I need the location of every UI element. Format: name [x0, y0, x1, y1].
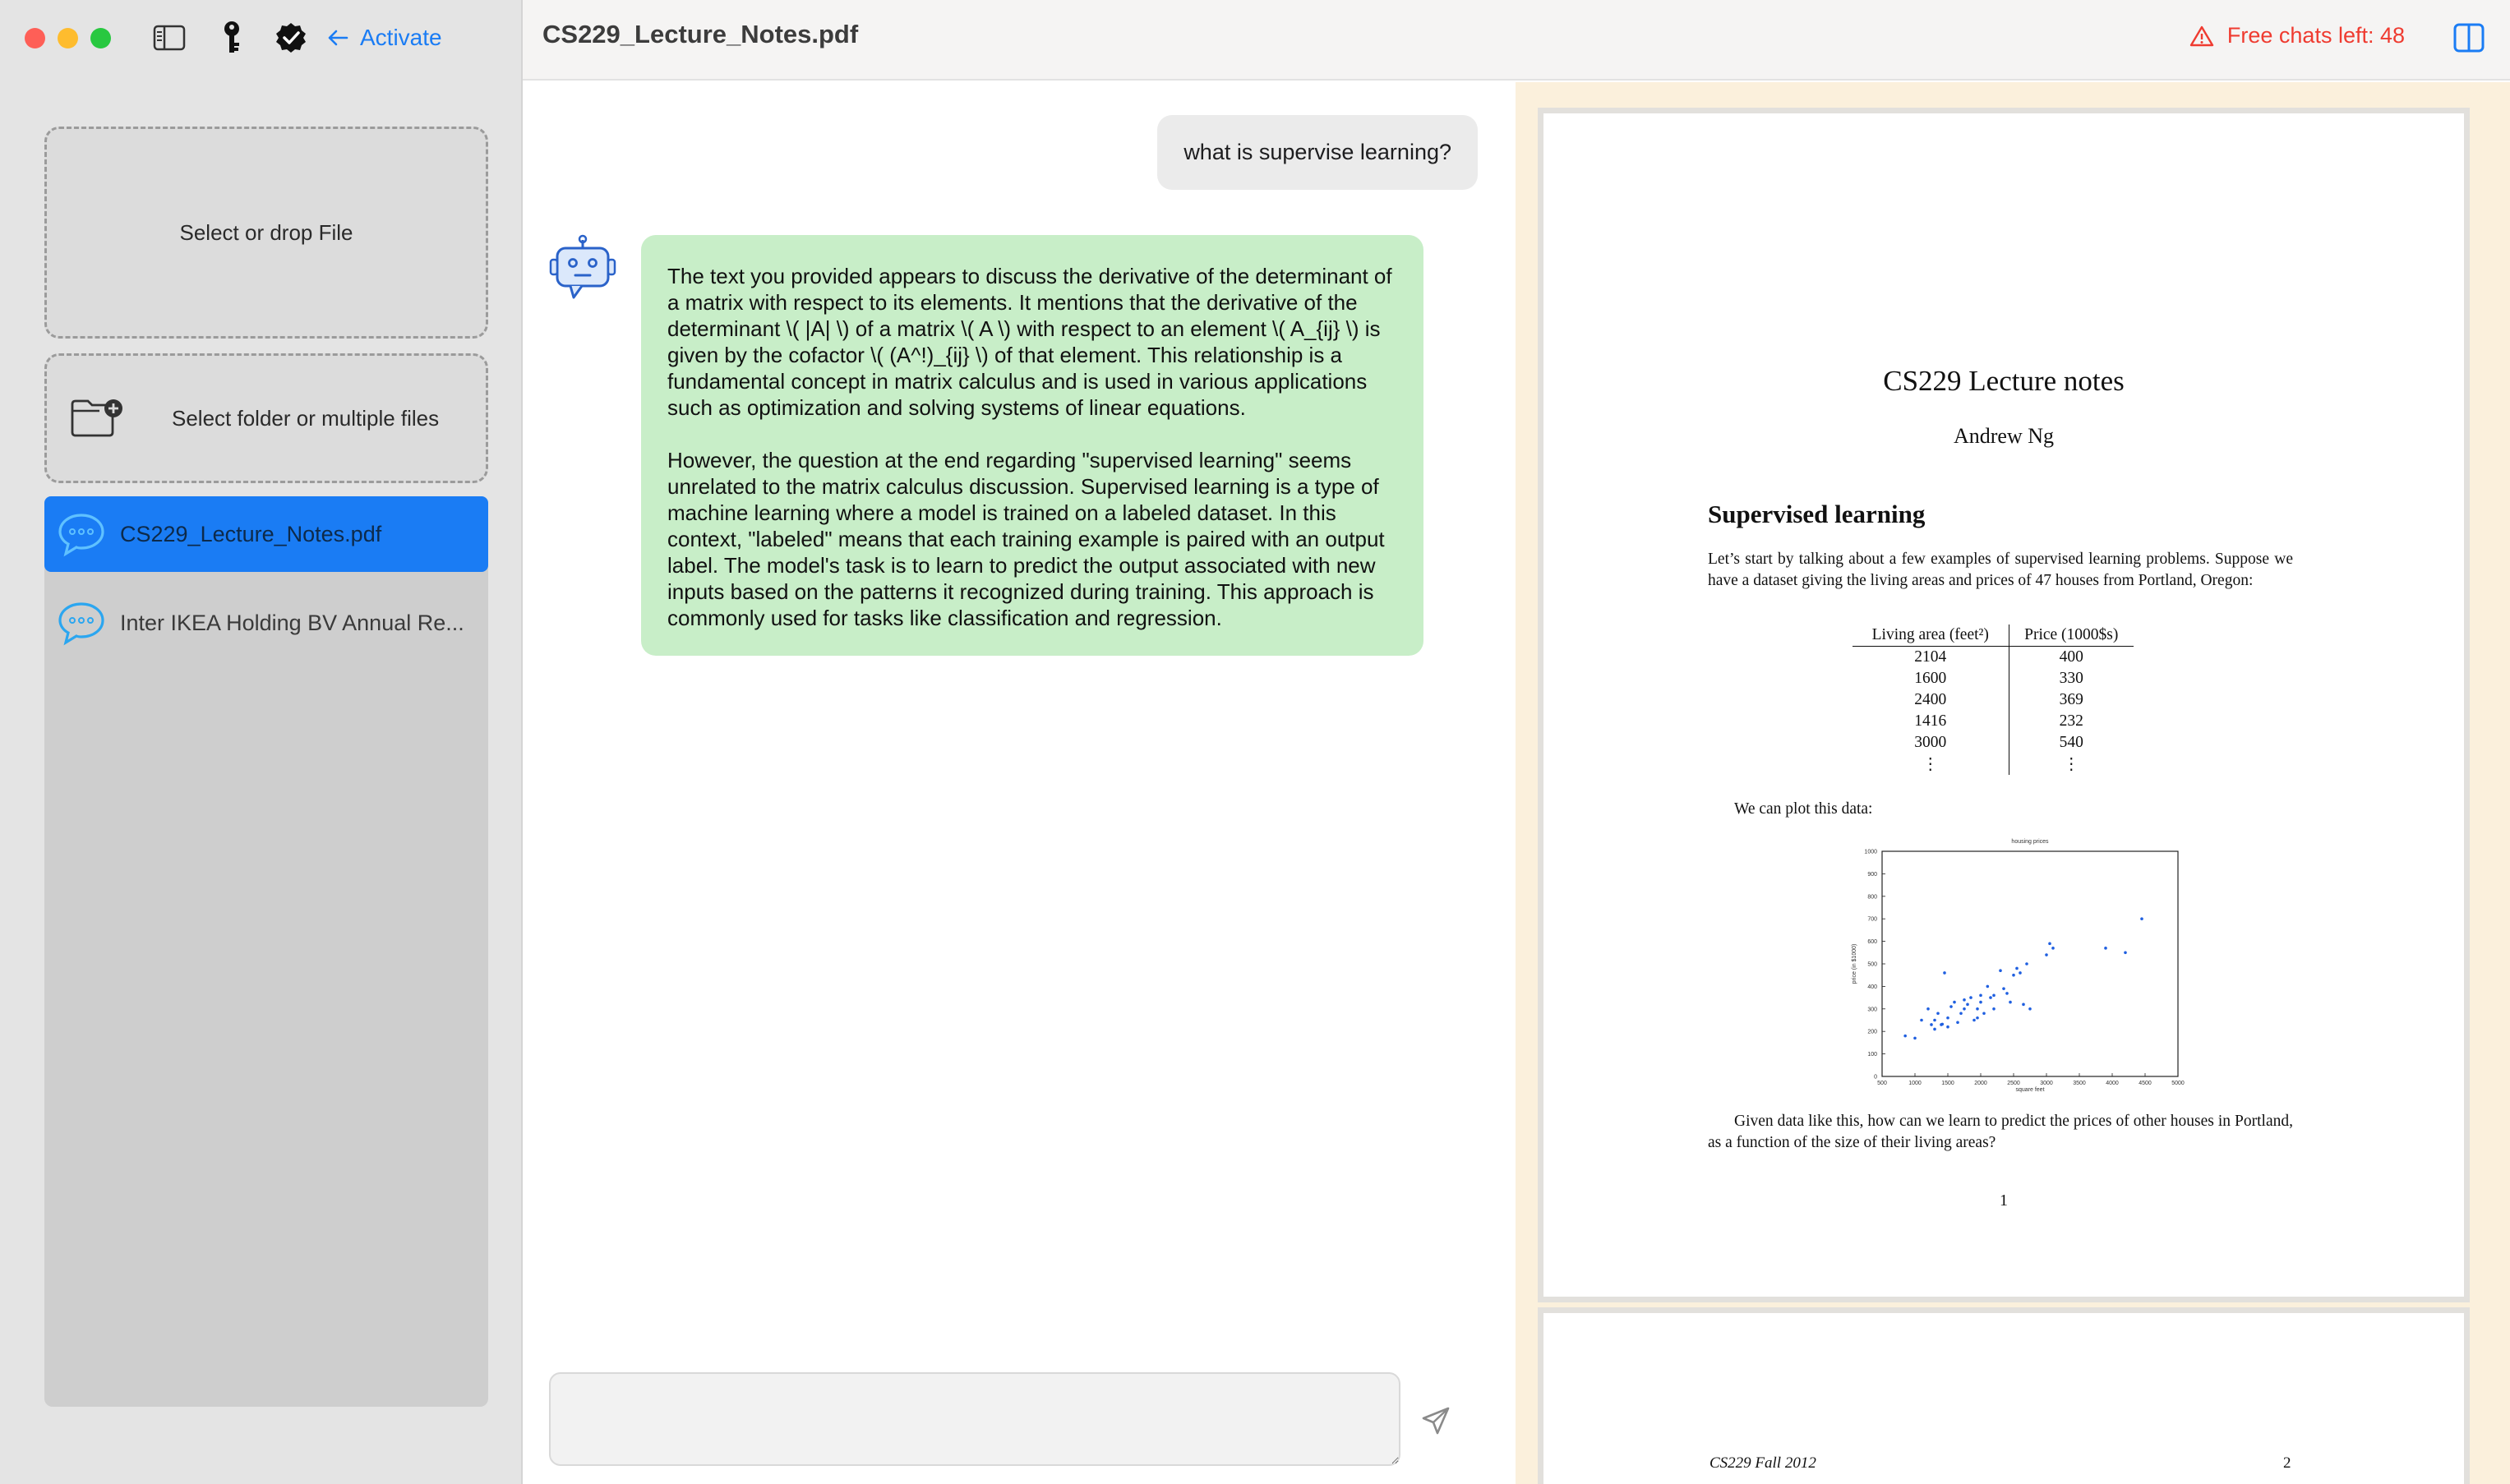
y-tick-label: 700	[1867, 916, 1877, 923]
data-point	[1953, 1001, 1956, 1004]
data-point	[1930, 1023, 1933, 1026]
table-cell: ⋮	[1853, 754, 2009, 775]
table-cell: 2400	[1853, 689, 2009, 711]
data-point	[1920, 1019, 1923, 1022]
select-file-dropzone[interactable]	[44, 127, 488, 339]
table-row	[1853, 689, 2134, 711]
data-point	[1959, 1012, 1963, 1015]
user-message: what is supervise learning?	[1157, 115, 1478, 190]
table-row	[1853, 711, 2134, 732]
y-tick-label: 1000	[1864, 849, 1877, 855]
y-tick-label: 300	[1867, 1007, 1877, 1013]
verified-badge-icon[interactable]	[271, 18, 311, 58]
window-close-button[interactable]	[25, 28, 45, 48]
window-maximize-button[interactable]	[90, 28, 111, 48]
data-point	[1949, 1005, 1953, 1008]
assistant-paragraph: However, the question at the end regarding "supervised learning" seems unrelated to the matrix calculus discussion. Supervised learning is a type of machine learning where a model is trained on a labeled dataset. In this context, "labeled" means that each training example is paired with an output label. The model's task is to learn to predict the output associated with new inputs based on the patterns it recognized during training. This approach is commonly used for tasks like classification and regression.	[667, 448, 1385, 630]
table-header: Price (1000$s)	[2009, 624, 2134, 647]
x-tick-label: 4500	[2139, 1081, 2152, 1086]
pdf-page-number: 2	[2283, 1454, 2291, 1472]
x-axis-label: square feet	[2015, 1087, 2045, 1093]
panel-toggle-icon[interactable]	[2451, 20, 2487, 56]
sidebar-toggle-icon[interactable]	[150, 18, 189, 58]
y-tick-label: 800	[1867, 894, 1877, 901]
pdf-paragraph: Given data like this, how can we learn to predict the prices of other houses in Portland, as a function of the size of their living areas?	[1708, 1113, 2293, 1151]
pdf-page-2	[1543, 1313, 2464, 1484]
warning-icon	[2189, 25, 2214, 48]
table-cell: ⋮	[2063, 755, 2079, 773]
pdf-plot-intro: We can plot this data:	[1734, 800, 1873, 818]
data-point	[2009, 1001, 2012, 1004]
data-point	[2104, 947, 2107, 950]
chat-bubble-icon	[56, 509, 107, 560]
plot-area	[1882, 851, 2178, 1076]
y-tick-label: 400	[1867, 984, 1877, 990]
chart-title: housing prices	[2011, 839, 2049, 845]
file-item-cs229[interactable]	[44, 496, 488, 572]
data-point	[1992, 994, 1996, 998]
x-tick-label: 4000	[2106, 1081, 2119, 1086]
document-title: CS229_Lecture_Notes.pdf	[542, 20, 859, 48]
y-tick-label: 900	[1867, 871, 1877, 878]
data-point	[2015, 967, 2019, 970]
x-tick-label: 5000	[2171, 1081, 2185, 1086]
arrow-left-icon	[327, 29, 348, 47]
pdf-author: Andrew Ng	[1953, 424, 2055, 448]
y-tick-label: 500	[1867, 961, 1877, 968]
table-row	[1853, 754, 2134, 775]
pdf-title: CS229 Lecture notes	[1883, 365, 2125, 397]
data-point	[1913, 1037, 1917, 1040]
y-tick-label: 100	[1867, 1052, 1877, 1058]
data-point	[1946, 1016, 1949, 1020]
data-point	[2051, 947, 2055, 950]
data-point	[1986, 985, 1990, 989]
robot-avatar-icon	[546, 233, 620, 307]
table-row	[1853, 732, 2134, 754]
x-tick-label: 1000	[1908, 1081, 1922, 1086]
data-point	[2048, 942, 2051, 946]
data-point	[1969, 996, 1972, 999]
y-axis-label: price (in $1000)	[1852, 943, 1857, 984]
data-point	[1903, 1035, 1907, 1038]
data-point	[1946, 1025, 1949, 1029]
data-point	[2002, 987, 2005, 990]
x-tick-label: 3000	[2040, 1081, 2053, 1086]
data-point	[2140, 917, 2143, 920]
data-point	[2022, 1003, 2025, 1007]
y-tick-label: 600	[1867, 939, 1877, 946]
window-minimize-button[interactable]	[58, 28, 78, 48]
table-cell: 400	[2059, 648, 2083, 666]
data-point	[1979, 994, 1982, 998]
send-icon[interactable]	[1415, 1400, 1456, 1441]
data-point	[2005, 992, 2009, 995]
y-tick-label: 0	[1874, 1074, 1877, 1081]
data-point	[1933, 1028, 1936, 1031]
x-tick-label: 3500	[2073, 1081, 2086, 1086]
table-header: Living area (feet²)	[1853, 624, 2009, 647]
pdf-running-header: CS229 Fall 2012	[1709, 1454, 1816, 1472]
activate-label: Activate	[360, 25, 442, 50]
select-folder-dropzone[interactable]	[44, 353, 488, 483]
table-cell: 2104	[1853, 647, 2009, 668]
key-icon[interactable]	[212, 18, 251, 58]
x-axis-ticks	[1877, 1073, 2185, 1086]
data-point	[1943, 971, 1946, 975]
x-tick-label: 2500	[2007, 1081, 2020, 1086]
data-point	[2012, 974, 2015, 977]
table-cell: 330	[2059, 669, 2083, 687]
table-cell: 540	[2059, 733, 2083, 751]
data-point	[1963, 1007, 1966, 1011]
file-list	[44, 496, 488, 1407]
x-tick-label: 2000	[1974, 1081, 1987, 1086]
data-point	[2045, 953, 2048, 956]
pdf-paragraph: Let’s start by talking about a few examples of supervised learning problems. Suppose we have a dataset giving the living areas and prices of 47 houses from Portland, Oregon:	[1708, 551, 2293, 589]
header-bar	[523, 0, 2510, 81]
data-points	[1903, 917, 2143, 1039]
table-cell: 232	[2059, 712, 2083, 730]
data-point	[1989, 996, 1992, 999]
file-item-name: Inter IKEA Holding BV Annual Re...	[120, 610, 464, 635]
table-cell: 369	[2059, 690, 2083, 708]
data-point	[2019, 971, 2022, 975]
data-point	[2124, 952, 2127, 955]
data-point	[1979, 1001, 1982, 1004]
data-point	[1972, 1019, 1976, 1022]
data-point	[2028, 1007, 2032, 1011]
data-point	[1936, 1012, 1940, 1015]
data-point	[1933, 1019, 1936, 1022]
free-chats-label: Free chats left: 48	[2226, 23, 2405, 48]
data-point	[1940, 1023, 1944, 1026]
pdf-data-table	[1853, 624, 2134, 775]
data-point	[1926, 1007, 1930, 1011]
pdf-section-heading: Supervised learning	[1708, 500, 1926, 528]
x-tick-label: 500	[1877, 1081, 1887, 1086]
data-point	[1966, 1003, 1969, 1007]
table-row	[1853, 647, 2134, 668]
folder-add-icon	[70, 398, 124, 439]
data-point	[1963, 998, 1966, 1002]
assistant-message	[641, 235, 1423, 656]
select-folder-label: Select folder or multiple files	[172, 405, 440, 431]
pdf-page-number: 1	[2000, 1191, 2008, 1210]
table-cell: 3000	[1853, 732, 2009, 754]
table-row	[1853, 668, 2134, 689]
data-point	[1976, 1016, 1979, 1020]
data-point	[1999, 969, 2002, 972]
activate-button[interactable]	[327, 20, 442, 56]
file-item-ikea[interactable]	[44, 585, 488, 661]
table-cell: 1600	[1853, 668, 2009, 689]
assistant-paragraph: The text you provided appears to discuss the derivative of the determinant of a matrix with respect to its elements. It mentions that the derivative of the determinant \( |A| \) of a matrix \( A \) with respect to an element \( A_{ij} \) is given by the cofactor \( (A^!)_{ij} \) of that element. This relationship is a fundamental concept in matrix calculus and is used in various applications such as optimization and solving systems of linear equations.	[667, 264, 1392, 420]
chat-bubble-icon	[56, 597, 107, 648]
y-tick-label: 200	[1867, 1029, 1877, 1035]
data-point	[1982, 1012, 1986, 1015]
pdf-page-1	[1543, 113, 2464, 1297]
sidebar	[0, 0, 523, 1484]
data-point	[1976, 1007, 1979, 1011]
data-point	[2025, 962, 2028, 966]
free-chats-indicator	[2189, 23, 2405, 48]
select-file-label: Select or drop File	[179, 219, 353, 245]
data-point	[1992, 1007, 1996, 1011]
housing-prices-scatter-chart	[1839, 835, 2185, 1093]
file-item-name: CS229_Lecture_Notes.pdf	[120, 521, 382, 546]
chat-panel	[523, 82, 1516, 1484]
data-point	[1956, 1021, 1959, 1024]
table-cell: 1416	[1853, 711, 2009, 732]
chat-input[interactable]	[549, 1372, 1400, 1466]
x-tick-label: 1500	[1941, 1081, 1954, 1086]
pdf-viewer[interactable]	[1516, 82, 2510, 1484]
